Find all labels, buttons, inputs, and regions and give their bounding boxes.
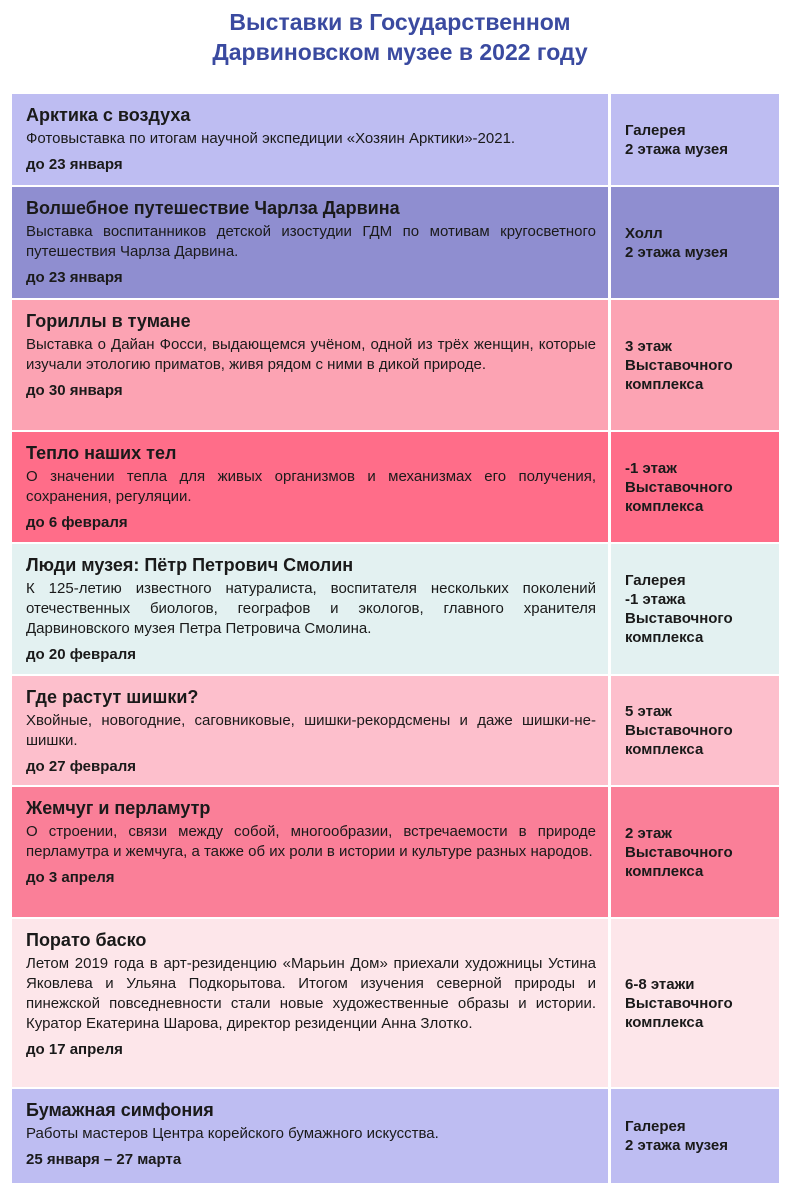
exhibition-date: до 23 января	[26, 269, 123, 286]
exhibition-location: Холл 2 этажа музея	[625, 224, 729, 261]
exhibition-location: Галерея -1 этажа Выставочного комплекса	[625, 572, 733, 646]
exhibition-location: 6-8 этажи Выставочного комплекса	[625, 975, 733, 1031]
exhibition-description: Работы мастеров Центра корейского бумажного искусства.	[26, 1125, 439, 1142]
exhibition-description: О строении, связи между собой, многообразии, встречаемости в природе перламутра и жемчуга, а также об их роли в истории и культуре разных народов.	[26, 823, 596, 860]
exhibition-location: 5 этаж Выставочного комплекса	[625, 703, 733, 758]
exhibition-date: до 23 января	[26, 156, 123, 173]
exhibition-description: Выставка о Дайан Фосси, выдающемся учёном, одной из трёх женщин, которые изучали этологию приматов, живя рядом с ними в дикой природе.	[26, 336, 596, 373]
exhibition-info-cell	[12, 787, 611, 917]
exhibition-info-cell	[12, 1089, 611, 1183]
exhibition-location: Галерея 2 этажа музея	[625, 1118, 729, 1154]
exhibition-title: Гориллы в тумане	[26, 311, 191, 331]
exhibitions-table	[12, 94, 779, 1185]
exhibition-info-cell	[12, 94, 611, 185]
exhibition-info-cell	[12, 187, 611, 298]
page-title	[0, 0, 800, 87]
exhibition-date: до 17 апреля	[26, 1041, 123, 1058]
exhibition-location: Галерея 2 этажа музея	[625, 121, 729, 158]
exhibition-info-cell	[12, 676, 611, 785]
exhibition-date: до 3 апреля	[26, 869, 115, 886]
exhibition-location: 2 этаж Выставочного комплекса	[625, 824, 733, 880]
exhibition-info-cell	[12, 544, 611, 674]
page-title-line-2: Дарвиновском музее в 2022 году	[212, 39, 588, 65]
exhibition-row	[12, 1089, 779, 1185]
exhibition-info-cell	[12, 300, 611, 430]
page-title-line-1: Выставки в Государственном	[229, 9, 571, 35]
exhibition-title: Жемчуг и перламутр	[26, 798, 211, 818]
exhibition-title: Волшебное путешествие Чарлза Дарвина	[26, 198, 400, 218]
exhibition-date: 25 января – 27 марта	[26, 1151, 182, 1168]
exhibition-title: Бумажная симфония	[26, 1100, 214, 1120]
exhibition-description: Выставка воспитанников детской изостудии ГДМ по мотивам кругосветного путешествия Чарлза Дарвина.	[26, 223, 596, 260]
exhibition-row	[12, 787, 779, 919]
exhibition-row	[12, 676, 779, 787]
exhibition-row	[12, 187, 779, 300]
exhibition-title: Люди музея: Пётр Петрович Смолин	[26, 555, 354, 575]
exhibition-title: Порато баско	[26, 930, 147, 950]
exhibition-info-cell	[12, 919, 611, 1087]
exhibition-description: О значении тепла для живых организмов и механизмах его получения, сохранения, регуляции.	[26, 468, 596, 505]
exhibition-date: до 20 февраля	[26, 646, 136, 663]
exhibition-description: К 125-летию известного натуралиста, воспитателя нескольких поколений отечественных биологов, географов и экологов, главного хранителя Дарвиновского музея Петра Петровича Смолина.	[26, 580, 596, 637]
exhibition-row	[12, 432, 779, 544]
exhibition-date: до 6 февраля	[26, 514, 128, 531]
exhibition-description: Летом 2019 года в арт-резиденцию «Марьин Дом» приехали художницы Устина Яковлева и Ульяна Подкорытова. Итогом изучения северной природы и пинежской повседневности стали новые художественные образы и истории. Куратор Екатерина Шарова, директор резиденции Анна Злотко.	[26, 955, 596, 1032]
exhibition-date: до 30 января	[26, 382, 123, 399]
exhibition-location: -1 этаж Выставочного комплекса	[625, 459, 733, 515]
exhibition-date: до 27 февраля	[26, 758, 136, 775]
exhibition-description: Фотовыставка по итогам научной экспедиции «Хозяин Арктики»-2021.	[26, 130, 516, 147]
exhibition-description: Хвойные, новогодние, саговниковые, шишки-рекордсмены и даже шишки-не-шишки.	[26, 712, 596, 749]
exhibition-location: 3 этаж Выставочного комплекса	[625, 337, 733, 393]
exhibition-row	[12, 544, 779, 676]
exhibition-row	[12, 300, 779, 432]
exhibition-info-cell	[12, 432, 611, 542]
exhibition-title: Где растут шишки?	[26, 687, 199, 707]
exhibition-title: Тепло наших тел	[26, 443, 177, 463]
exhibition-row	[12, 94, 779, 187]
exhibition-row	[12, 919, 779, 1089]
exhibition-title: Арктика с воздуха	[26, 105, 191, 125]
